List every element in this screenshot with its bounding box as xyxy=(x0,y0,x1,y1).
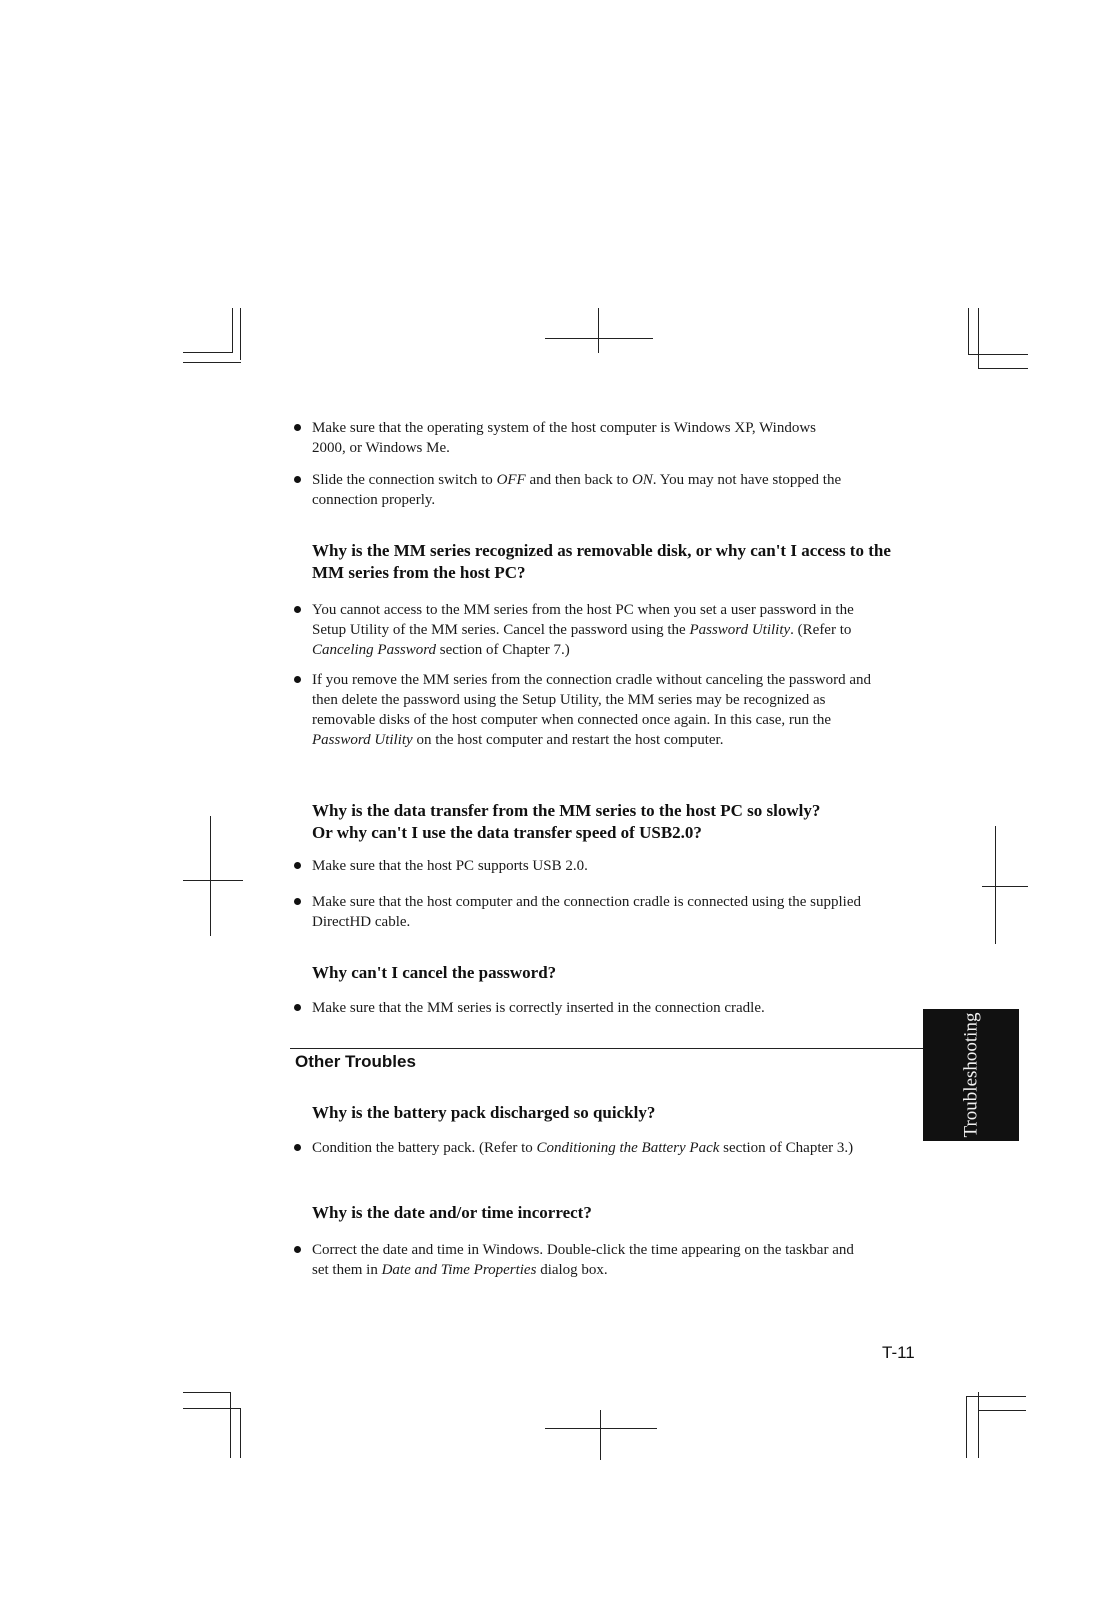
bullet-icon xyxy=(294,424,301,431)
bullet-icon xyxy=(294,606,301,613)
list-item: Slide the connection switch to OFF and then back to ON. You may not have stopped the connection properly. xyxy=(312,470,852,510)
bullet-icon xyxy=(294,898,301,905)
list-item: Correct the date and time in Windows. Double-click the time appearing on the taskbar and set them in Date and Time Properties dialog box. xyxy=(312,1240,872,1280)
question-heading: Why is the data transfer from the MM series to the host PC so slowly? Or why can't I use the data transfer speed of USB2.0? xyxy=(312,801,821,842)
section-title: Other Troubles xyxy=(295,1052,416,1071)
bullet-icon xyxy=(294,1004,301,1011)
list-item: Make sure that the host PC supports USB 2.0. xyxy=(312,856,872,876)
bullet-icon xyxy=(294,1144,301,1151)
bullet-icon xyxy=(294,676,301,683)
page-number: T-11 xyxy=(882,1343,915,1362)
bullet-icon xyxy=(294,862,301,869)
question-heading: Why is the battery pack discharged so quickly? xyxy=(312,1103,656,1122)
question-heading: Why is the MM series recognized as removable disk, or why can't I access to the MM series from the host PC? xyxy=(312,541,891,582)
question-heading: Why is the date and/or time incorrect? xyxy=(312,1203,592,1222)
list-item: If you remove the MM series from the connection cradle without canceling the password and then delete the password using the Setup Utility, the MM series may be recognized as removable disks of the host computer when connected once again. In this case, run the Password Utility on the host computer and restart the host computer. xyxy=(312,670,892,750)
section-divider xyxy=(290,1048,923,1049)
list-item: Make sure that the MM series is correctly inserted in the connection cradle. xyxy=(312,998,892,1018)
list-item: Make sure that the host computer and the connection cradle is connected using the supplied DirectHD cable. xyxy=(312,892,882,932)
bullet-icon xyxy=(294,476,301,483)
chapter-tab xyxy=(923,1009,1019,1141)
chapter-tab-label: Troubleshooting xyxy=(960,1012,981,1138)
question-heading: Why can't I cancel the password? xyxy=(312,963,557,982)
list-item: Condition the battery pack. (Refer to Conditioning the Battery Pack section of Chapter 3.) xyxy=(312,1138,872,1158)
list-item: Make sure that the operating system of the host computer is Windows XP, Windows 2000, or Windows Me. xyxy=(312,418,852,458)
bullet-icon xyxy=(294,1246,301,1253)
list-item: You cannot access to the MM series from the host PC when you set a user password in the Setup Utility of the MM series. Cancel the password using the Password Utility. (Refer to Canceling Password section of Chapter 7.) xyxy=(312,600,882,660)
